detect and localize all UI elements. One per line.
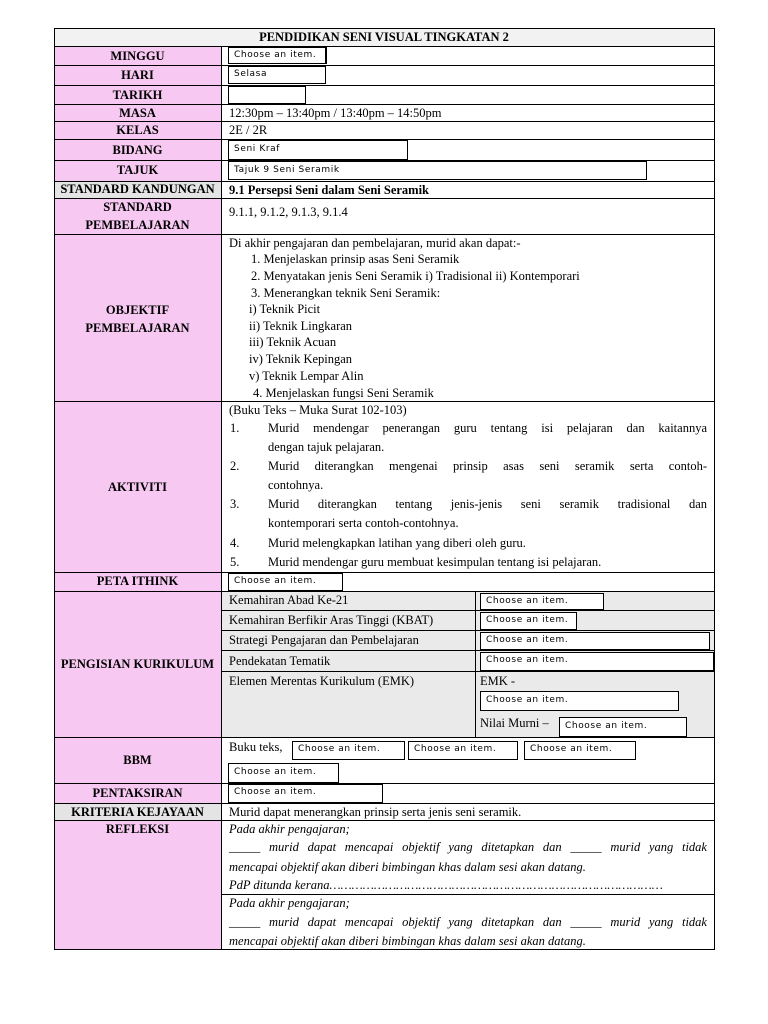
- refleksi-line: _____ murid dapat mencapai objektif yang ditetapkan dan _____ murid yang tidak: [229, 840, 707, 854]
- label-peta-ithink: PETA ITHINK: [96, 574, 179, 588]
- objektif-item: 4. Menjelaskan fungsi Seni Seramik: [253, 386, 434, 400]
- label-objektif-2: PEMBELAJARAN: [85, 321, 190, 335]
- masa-value: 12:30pm – 13:40pm / 13:40pm – 14:50pm: [229, 106, 442, 120]
- pengisian-inner-divider: [475, 591, 476, 737]
- pendekatan-dropdown[interactable]: Choose an item.: [480, 652, 714, 671]
- abad-21-dropdown[interactable]: Choose an item.: [480, 593, 604, 610]
- strategi-dropdown[interactable]: Choose an item.: [480, 632, 710, 650]
- objektif-item: 3. Menerangkan teknik Seni Seramik:: [251, 286, 441, 300]
- label-pengisian-kurikulum: PENGISIAN KURIKULUM: [60, 657, 215, 671]
- label-column-bg-mid: [54, 198, 221, 819]
- row-line: [54, 85, 715, 86]
- label-aktiviti: AKTIVITI: [107, 480, 168, 494]
- label-tarikh: TARIKH: [112, 88, 163, 102]
- standard-kandungan-value: 9.1 Persepsi Seni dalam Seni Seramik: [229, 183, 430, 197]
- table-right-border: [714, 28, 715, 950]
- kriteria-value: Murid dapat menerangkan prinsip serta jenis seni seramik.: [229, 805, 522, 819]
- pendekatan-label: Pendekatan Tematik: [229, 654, 331, 668]
- aktiviti-line: dengan tajuk pelajaran.: [268, 440, 385, 454]
- label-hari: HARI: [121, 68, 154, 82]
- kbat-dropdown[interactable]: Choose an item.: [480, 612, 577, 630]
- aktiviti-line: Murid diterangkan mengenai prinsip asas seni seramik serta contoh-: [268, 459, 707, 473]
- aktiviti-reference: (Buku Teks – Muka Surat 102-103): [229, 403, 407, 417]
- aktiviti-line: Murid melengkapkan latihan yang diberi oleh guru.: [268, 536, 526, 550]
- label-kelas: KELAS: [116, 123, 159, 137]
- emk-label: Elemen Merentas Kurikulum (EMK): [229, 674, 415, 688]
- row-line: [54, 46, 715, 47]
- kelas-value: 2E / 2R: [229, 123, 268, 137]
- label-bidang: BIDANG: [112, 143, 163, 157]
- minggu-dropdown[interactable]: Choose an item.: [228, 47, 326, 64]
- aktiviti-number: 2.: [230, 459, 240, 473]
- kbat-label: Kemahiran Berfikir Aras Tinggi (KBAT): [229, 613, 434, 627]
- tarikh-field[interactable]: [228, 86, 306, 104]
- objektif-item: 1. Menjelaskan prinsip asas Seni Seramik: [251, 252, 460, 266]
- refleksi-line: _____ murid dapat mencapai objektif yang ditetapkan dan _____ murid yang tidak: [229, 915, 707, 929]
- aktiviti-number: 4.: [230, 536, 240, 550]
- bidang-field[interactable]: Seni Kraf: [228, 140, 408, 160]
- strategi-label: Strategi Pengajaran dan Pembelajaran: [229, 633, 419, 647]
- bbm-dropdown[interactable]: Choose an item.: [524, 741, 636, 760]
- refleksi-line: Pada akhir pengajaran;: [229, 896, 350, 910]
- row-line: [222, 650, 714, 651]
- nilai-murni-label: Nilai Murni –: [480, 716, 549, 730]
- tajuk-field[interactable]: Tajuk 9 Seni Seramik: [228, 161, 647, 180]
- row-line: [54, 65, 715, 66]
- buku-teks-label: Buku teks,: [229, 740, 283, 754]
- page-title: PENDIDIKAN SENI VISUAL TINGKATAN 2: [259, 30, 509, 44]
- label-standard-pembelajaran-1: STANDARD: [103, 200, 172, 214]
- aktiviti-line: Murid mendengar guru membuat kesimpulan tentang isi pelajaran.: [268, 555, 602, 569]
- bbm-dropdown[interactable]: Choose an item.: [408, 741, 518, 760]
- label-masa: MASA: [119, 106, 156, 120]
- label-kriteria-kejayaan: KRITERIA KEJAYAAN: [71, 805, 204, 819]
- refleksi-line: Pada akhir pengajaran;: [229, 822, 350, 836]
- label-refleksi: REFLEKSI: [105, 822, 170, 836]
- row-line: [54, 949, 715, 950]
- objektif-item: ii) Teknik Lingkaran: [249, 319, 353, 333]
- label-pentaksiran: PENTAKSIRAN: [92, 786, 183, 800]
- emk-prefix: EMK -: [480, 674, 516, 688]
- standard-pembelajaran-value: 9.1.1, 9.1.2, 9.1.3, 9.1.4: [229, 205, 348, 219]
- row-line: [222, 671, 714, 672]
- peta-ithink-dropdown[interactable]: Choose an item.: [228, 573, 343, 591]
- nilai-murni-dropdown[interactable]: Choose an item.: [559, 717, 687, 737]
- row-line: [54, 737, 715, 738]
- row-line: [54, 591, 715, 592]
- objektif-intro: Di akhir pengajaran dan pembelajaran, murid akan dapat:-: [229, 236, 521, 250]
- row-line: [222, 610, 714, 611]
- refleksi-label-bg: [54, 820, 221, 950]
- refleksi-line: mencapai objektif akan diberi bimbingan khas dalam sesi akan datang.: [229, 860, 586, 874]
- aktiviti-line: Murid diterangkan tentang jenis-jenis seni seramik tradisional dan: [268, 497, 707, 511]
- label-objektif-1: OBJEKTIF: [105, 303, 170, 317]
- objektif-item: i) Teknik Picit: [249, 302, 321, 316]
- label-standard-pembelajaran-2: PEMBELAJARAN: [85, 218, 190, 232]
- aktiviti-number: 1.: [230, 421, 240, 435]
- objektif-item: iii) Teknik Acuan: [249, 335, 337, 349]
- hari-field[interactable]: Selasa: [228, 66, 326, 84]
- label-tajuk: TAJUK: [116, 163, 159, 177]
- objektif-item: iv) Teknik Kepingan: [249, 352, 353, 366]
- aktiviti-line: Murid mendengar penerangan guru tentang isi pelajaran dan kaitannya: [268, 421, 707, 435]
- bbm-dropdown[interactable]: Choose an item.: [292, 741, 405, 760]
- emk-dropdown[interactable]: Choose an item.: [480, 691, 679, 711]
- label-bbm: BBM: [123, 753, 152, 767]
- minggu-cell-divider: [326, 47, 327, 64]
- aktiviti-line: contohnya.: [268, 478, 324, 492]
- abad-21-label: Kemahiran Abad Ke-21: [229, 593, 349, 607]
- row-line: [222, 630, 714, 631]
- label-standard-kandungan: STANDARD KANDUNGAN: [60, 182, 215, 196]
- aktiviti-number: 3.: [230, 497, 240, 511]
- label-minggu: MINGGU: [110, 49, 165, 63]
- row-line: [54, 783, 715, 784]
- bbm-dropdown[interactable]: Choose an item.: [228, 763, 339, 783]
- pentaksiran-dropdown[interactable]: Choose an item.: [228, 784, 383, 803]
- aktiviti-line: kontemporari serta contoh-contohnya.: [268, 516, 459, 530]
- refleksi-line: PdP ditunda kerana………………………………………………………………………………: [229, 878, 663, 892]
- objektif-item: 2. Menyatakan jenis Seni Seramik i) Tradisional ii) Kontemporari: [251, 269, 580, 283]
- objektif-item: v) Teknik Lempar Alin: [249, 369, 364, 383]
- refleksi-line: mencapai objektif akan diberi bimbingan khas dalam sesi akan datang.: [229, 934, 586, 948]
- aktiviti-number: 5.: [230, 555, 240, 569]
